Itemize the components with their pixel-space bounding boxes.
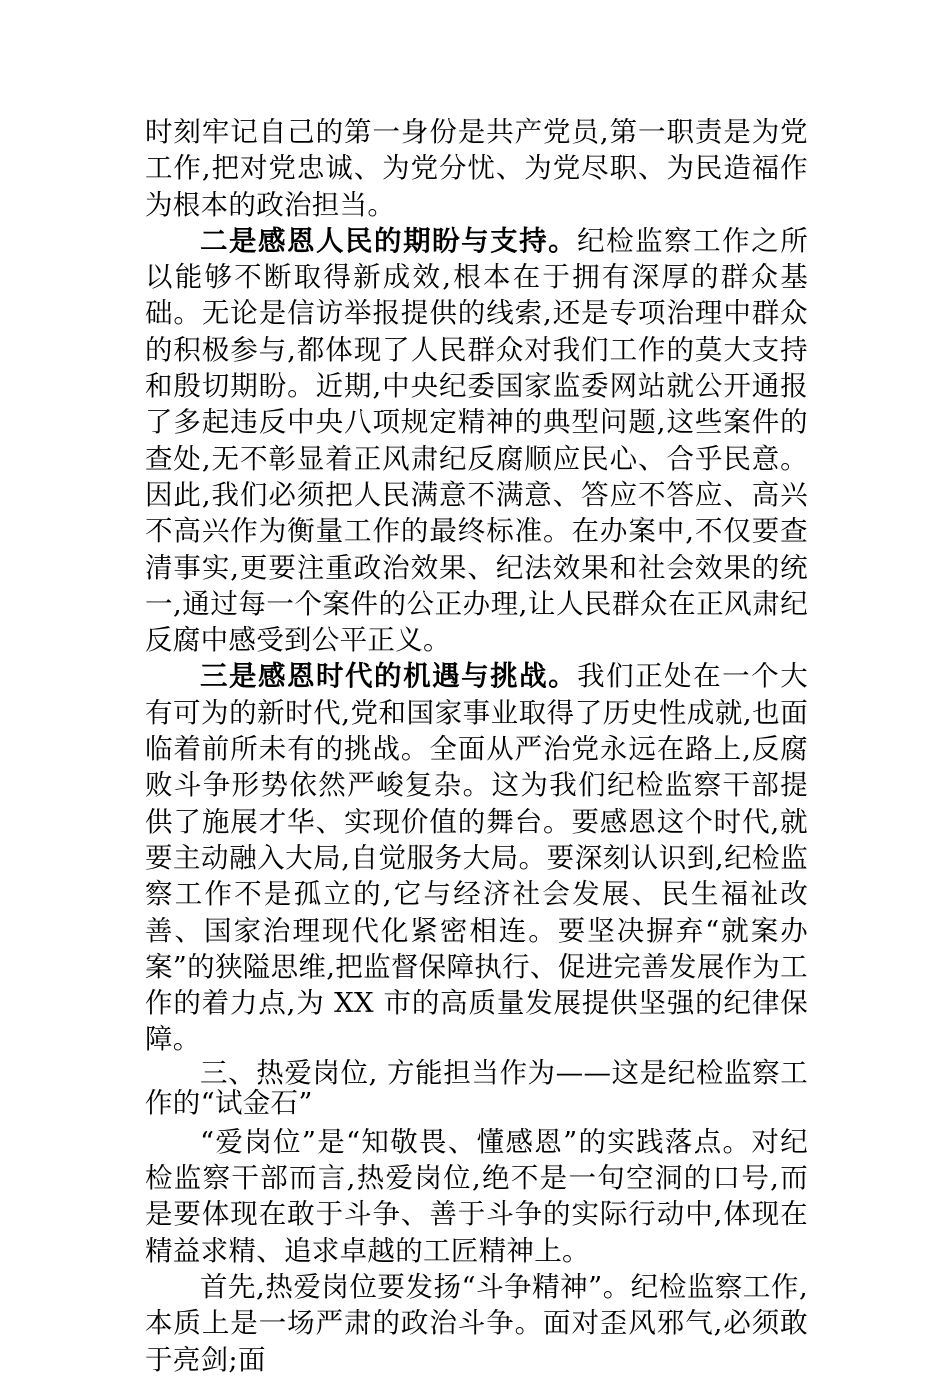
paragraph-3-lead: 三是感恩时代的机遇与挑战。 [200,660,578,693]
paragraph-6 [145,1269,808,1378]
section-heading-text: 三、热爱岗位, 方能担当作为——这是纪检监察工作的“试金石” [145,1056,808,1119]
paragraph-1 [145,114,808,223]
paragraph-6-text: 首先,热爱岗位要发扬“斗争精神”。纪检监察工作,本质上是一场严肃的政治斗争。面对歪风邪气,必须敢于亮剑;面 [145,1270,808,1376]
paragraph-2-lead: 二是感恩人民的期盼与支持。 [200,224,578,257]
paragraph-3 [145,658,808,1057]
document-page [145,114,808,1378]
paragraph-5-text: “爱岗位”是“知敬畏、懂感恩”的实践落点。对纪检监察干部而言,热爱岗位,绝不是一句空洞的口号,而是要体现在敢于斗争、善于斗争的实际行动中,体现在精益求精、追求卓越的工匠精神上。 [145,1125,808,1267]
paragraph-2 [145,223,808,659]
paragraph-1-text: 时刻牢记自己的第一身份是共产党员,第一职责是为党工作,把对党忠诚、为党分忧、为党尽职、为民造福作为根本的政治担当。 [145,116,808,221]
paragraph-2-text: 纪检监察工作之所以能够不断取得新成效,根本在于拥有深厚的群众基础。无论是信访举报提供的线索,还是专项治理中群众的积极参与,都体现了人民群众对我们工作的莫大支持和殷切期盼。近期,中央纪委国家监委网站就公开通报了多起违反中央八项规定精神的典型问题,这些案件的查处,无不彰显着正风肃纪反腐顺应民心、合乎民意。因此,我们必须把人民满意不满意、答应不答应、高兴不高兴作为衡量工作的最终标准。在办案中,不仅要查清事实,更要注重政治效果、纪法效果和社会效果的统一,通过每一个案件的公正办理,让人民群众在正风肃纪反腐中感受到公平正义。 [145,224,808,657]
paragraph-5 [145,1124,808,1269]
paragraph-3-text: 我们正处在一个大有可为的新时代,党和国家事业取得了历史性成就,也面临着前所未有的挑战。全面从严治党永远在路上,反腐败斗争形势依然严峻复杂。这为我们纪检监察干部提供了施展才华、实现价值的舞台。要感恩这个时代,就要主动融入大局,自觉服务大局。要深刻认识到,纪检监察工作不是孤立的,它与经济社会发展、民生福祉改善、国家治理现代化紧密相连。要坚决摒弃“就案办案”的狭隘思维,把监督保障执行、促进完善发展作为工作的着力点,为 XX 市的高质量发展提供坚强的纪律保障。 [145,660,808,1056]
section-heading [145,1058,808,1118]
